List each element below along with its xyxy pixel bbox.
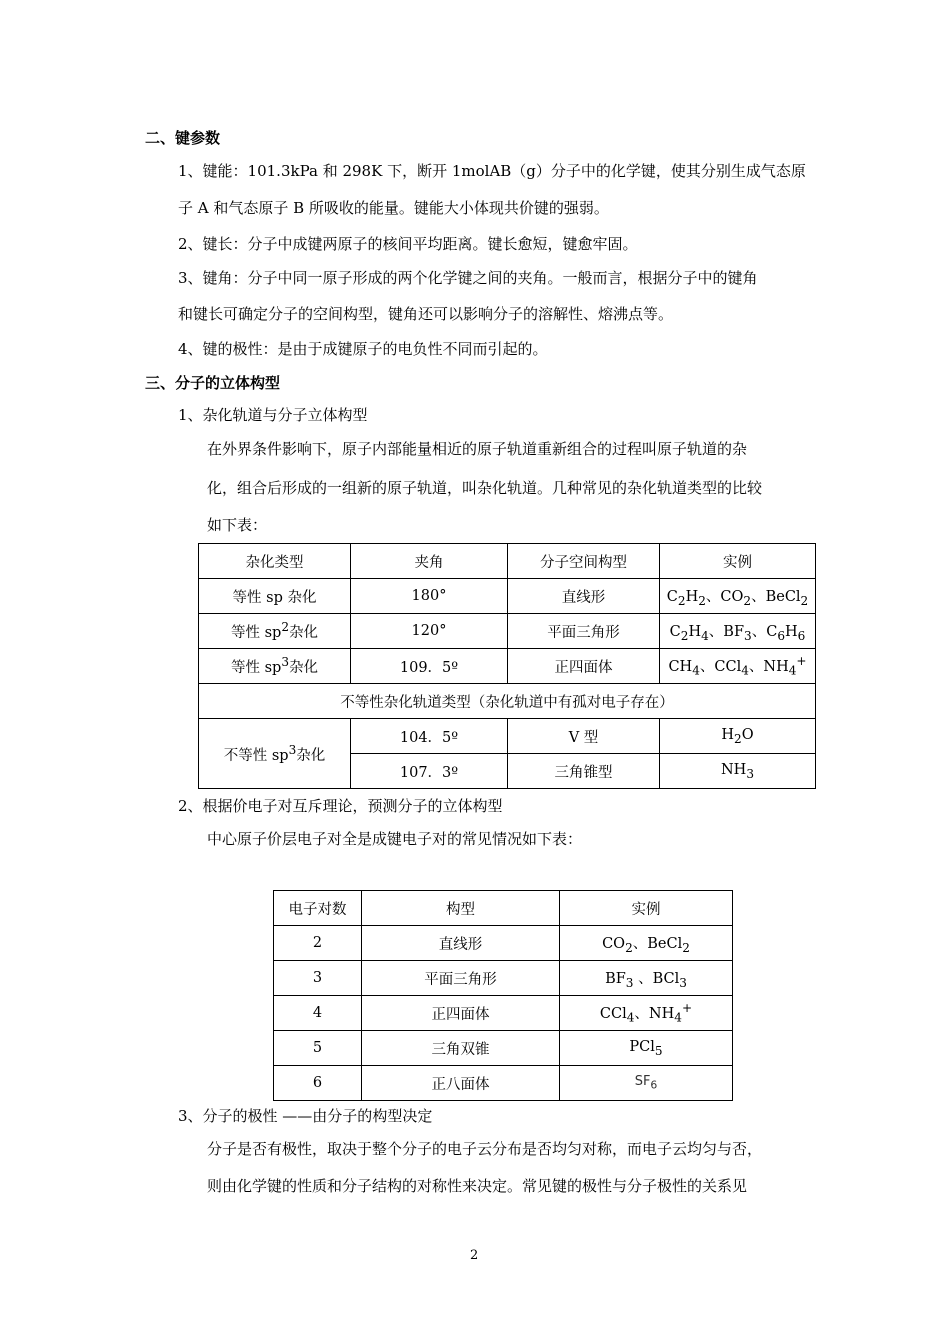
cell-examples: PCl$_5$ <box>560 1031 733 1066</box>
paragraph-hybridization-line3: 如下表： <box>207 516 268 534</box>
header-molecular-shape: 分子空间构型 <box>508 544 660 579</box>
cell-shape: 正四面体 <box>508 649 660 684</box>
table-row <box>274 926 733 961</box>
cell-shape: 平面三角形 <box>508 614 660 649</box>
header-geometry: 构型 <box>362 891 560 926</box>
hybridization-table <box>198 543 816 789</box>
cell-type: 等性 sp 杂化 <box>199 579 351 614</box>
cell-angle: 109．5º <box>351 649 508 684</box>
header-examples: 实例 <box>560 891 733 926</box>
paragraph-bond-angle-line2: 和键长可确定分子的空间构型，键角还可以影响分子的溶解性、熔沸点等。 <box>178 305 674 323</box>
cell-shape: 直线形 <box>508 579 660 614</box>
paragraph-hybridization-line1: 在外界条件影响下，原子内部能量相近的原子轨道重新组合的过程叫原子轨道的杂 <box>207 440 748 458</box>
paragraph-vsepr: 中心原子价层电子对全是成键电子对的常见情况如下表： <box>207 830 583 848</box>
cell-examples: $C_2H_4$、$BF_3$、$C_6H_6$ <box>660 614 816 649</box>
cell-shape: V 型 <box>508 719 660 754</box>
header-angle: 夹角 <box>351 544 508 579</box>
table-header-row <box>199 544 816 579</box>
cell-geometry: 直线形 <box>362 926 560 961</box>
paragraph-bond-angle-line1: 3、键角：分子中同一原子形成的两个化学键之间的夹角。一般而言，根据分子中的键角 <box>178 269 758 287</box>
header-hybrid-type: 杂化类型 <box>199 544 351 579</box>
cell-angle: 107．3º <box>351 754 508 789</box>
table-row <box>274 1031 733 1066</box>
cell-examples: $BF_3$ 、BCl$_3$ <box>560 961 733 996</box>
table-header-row <box>274 891 733 926</box>
section-title-molecular-geometry: 三、分子的立体构型 <box>145 374 281 392</box>
cell-pairs: 4 <box>274 996 362 1031</box>
cell-examples: $C_2H_2$、$CO_2$、BeCl$_2$ <box>660 579 816 614</box>
subheading-hybrid-orbitals: 1、杂化轨道与分子立体构型 <box>178 406 368 424</box>
paragraph-polarity-line1: 分子是否有极性，取决于整个分子的电子云分布是否均匀对称，而电子云均匀与否， <box>207 1140 763 1158</box>
vsepr-table <box>273 890 733 1101</box>
cell-angle: 120° <box>351 614 508 649</box>
table-row <box>199 649 816 684</box>
paragraph-hybridization-line2: 化，组合后形成的一组新的原子轨道，叫杂化轨道。几种常见的杂化轨道类型的比较 <box>207 479 763 497</box>
table-row <box>274 1066 733 1101</box>
cell-shape: 三角锥型 <box>508 754 660 789</box>
cell-type: 等性 $sp^3$杂化 <box>199 649 351 684</box>
cell-angle: 104．5º <box>351 719 508 754</box>
page-number: 2 <box>470 1248 479 1263</box>
cell-pairs: 5 <box>274 1031 362 1066</box>
table-row <box>274 961 733 996</box>
cell-pairs: 6 <box>274 1066 362 1101</box>
table-row <box>274 996 733 1031</box>
paragraph-bond-length: 2、键长：分子中成键两原子的核间平均距离。键长愈短，键愈牢固。 <box>178 235 638 253</box>
cell-examples: $NH_3$ <box>660 754 816 789</box>
cell-examples: $SF_6$ <box>560 1066 733 1101</box>
table-span-row <box>199 684 816 719</box>
cell-type: 等性 $sp^2$杂化 <box>199 614 351 649</box>
cell-examples: $H_2O$ <box>660 719 816 754</box>
cell-pairs: 2 <box>274 926 362 961</box>
cell-type: 不等性 $sp^3$杂化 <box>199 719 351 789</box>
header-electron-pairs: 电子对数 <box>274 891 362 926</box>
table-row <box>199 614 816 649</box>
subheading-vsepr: 2、根据价电子对互斥理论，预测分子的立体构型 <box>178 797 503 815</box>
table-row <box>199 579 816 614</box>
cell-geometry: 正四面体 <box>362 996 560 1031</box>
cell-unequal-hybrid-note: 不等性杂化轨道类型（杂化轨道中有孤对电子存在） <box>199 684 816 719</box>
paragraph-bond-energy-line1: 1、键能：101.3kPa 和 298K 下，断开 1molAB（g）分子中的化学键，使其分别生成气态原 <box>178 162 806 180</box>
cell-geometry: 三角双锥 <box>362 1031 560 1066</box>
cell-examples: $CH_4$、CCl$_4$、$NH_4^+$ <box>660 649 816 684</box>
cell-examples: $CO_2$、BeCl$_2$ <box>560 926 733 961</box>
cell-angle: 180° <box>351 579 508 614</box>
cell-geometry: 正八面体 <box>362 1066 560 1101</box>
section-title-bond-parameters: 二、键参数 <box>145 129 221 147</box>
cell-pairs: 3 <box>274 961 362 996</box>
cell-geometry: 平面三角形 <box>362 961 560 996</box>
cell-examples: CCl$_4$、$NH_4^+$ <box>560 996 733 1031</box>
paragraph-bond-energy-line2: 子 A 和气态原子 B 所吸收的能量。键能大小体现共价键的强弱。 <box>178 199 609 217</box>
paragraph-bond-polarity: 4、键的极性：是由于成键原子的电负性不同而引起的。 <box>178 340 548 358</box>
subheading-molecular-polarity: 3、分子的极性 ——由分子的构型决定 <box>178 1107 433 1125</box>
header-examples: 实例 <box>660 544 816 579</box>
table-row <box>199 719 816 754</box>
paragraph-polarity-line2: 则由化学键的性质和分子结构的对称性来决定。常见键的极性与分子极性的关系见 <box>207 1177 748 1195</box>
